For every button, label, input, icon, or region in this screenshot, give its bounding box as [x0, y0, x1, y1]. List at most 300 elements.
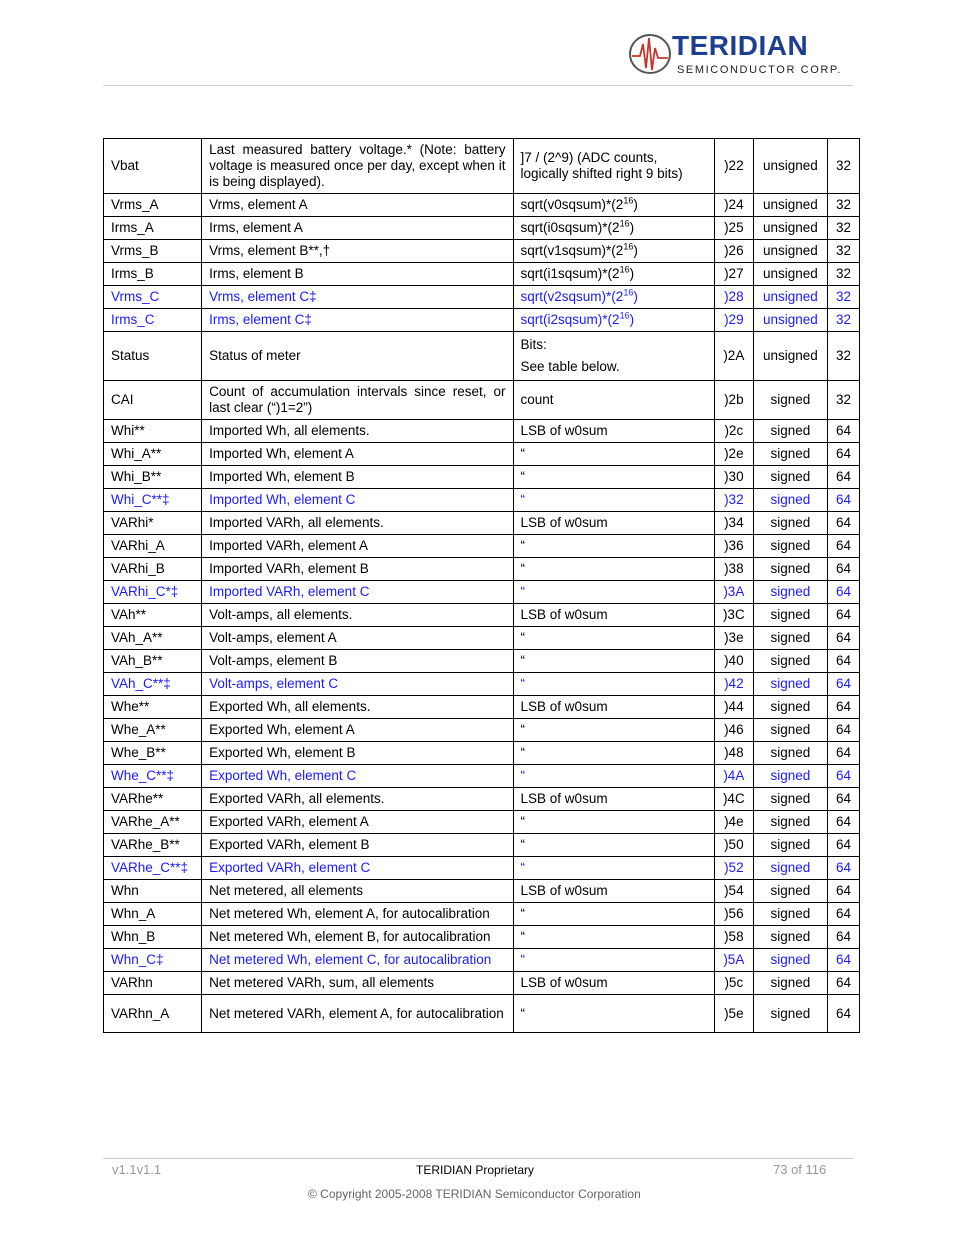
- footer-divider: [103, 1158, 853, 1159]
- register-address-cell: )25: [714, 217, 753, 240]
- table-row: [104, 926, 860, 949]
- expression-text: LSB of w0sum: [520, 791, 608, 806]
- footer-page-number: 73 of 116: [773, 1162, 827, 1177]
- register-name-cell: Whe_B**: [104, 742, 202, 765]
- expression-text: “: [520, 722, 526, 737]
- register-name-cell: Irms_A: [104, 217, 202, 240]
- expression-text: “: [520, 630, 526, 645]
- register-type-cell: signed: [753, 420, 827, 443]
- register-address-cell: )4e: [714, 811, 753, 834]
- header-divider: [103, 85, 853, 86]
- expression-text: “: [520, 469, 526, 484]
- register-name-cell: Whe_C**‡: [104, 765, 202, 788]
- register-address-cell: )56: [714, 903, 753, 926]
- register-description-cell: Volt-amps, element A: [202, 627, 513, 650]
- register-address-cell: )52: [714, 857, 753, 880]
- register-description-cell: Net metered, all elements: [202, 880, 513, 903]
- register-expression-cell: [513, 696, 714, 719]
- expression-text: “: [520, 814, 526, 829]
- register-bits-cell: 64: [827, 880, 859, 903]
- register-type-cell: signed: [753, 489, 827, 512]
- register-expression-cell: [513, 857, 714, 880]
- register-name-cell: VAh**: [104, 604, 202, 627]
- register-type-cell: signed: [753, 834, 827, 857]
- register-description-cell: Volt-amps, element B: [202, 650, 513, 673]
- register-address-cell: )5c: [714, 972, 753, 995]
- register-bits-cell: 64: [827, 466, 859, 489]
- register-type-cell: signed: [753, 719, 827, 742]
- register-expression-cell: [513, 286, 714, 309]
- register-description-cell: Imported Wh, element C: [202, 489, 513, 512]
- register-type-cell: unsigned: [753, 240, 827, 263]
- register-description-cell: Imported Wh, element B: [202, 466, 513, 489]
- register-type-cell: signed: [753, 926, 827, 949]
- register-name-cell: Whn: [104, 880, 202, 903]
- table-row: [104, 581, 860, 604]
- register-type-cell: signed: [753, 880, 827, 903]
- register-type-cell: signed: [753, 581, 827, 604]
- register-description-cell: Imported Wh, element A: [202, 443, 513, 466]
- register-expression-cell: [513, 765, 714, 788]
- register-type-cell: signed: [753, 765, 827, 788]
- register-type-cell: unsigned: [753, 194, 827, 217]
- expression-tail: ): [629, 312, 635, 327]
- register-address-cell: )3e: [714, 627, 753, 650]
- expression-text: “: [520, 768, 526, 783]
- register-bits-cell: 32: [827, 217, 859, 240]
- register-name-cell: VARhi_C*‡: [104, 581, 202, 604]
- register-description-cell: Exported VARh, all elements.: [202, 788, 513, 811]
- table-row: [104, 696, 860, 719]
- register-description-cell: Vrms, element A: [202, 194, 513, 217]
- register-bits-cell: 64: [827, 857, 859, 880]
- register-type-cell: signed: [753, 949, 827, 972]
- register-address-cell: )3C: [714, 604, 753, 627]
- table-row: [104, 263, 860, 286]
- table-row: [104, 650, 860, 673]
- table-row: [104, 880, 860, 903]
- register-expression-cell: [513, 627, 714, 650]
- expression-text: “: [520, 906, 526, 921]
- register-bits-cell: 64: [827, 489, 859, 512]
- register-expression-cell: [513, 880, 714, 903]
- register-description-cell: Imported Wh, all elements.: [202, 420, 513, 443]
- register-address-cell: )2e: [714, 443, 753, 466]
- expression-text: “: [520, 837, 526, 852]
- register-type-cell: signed: [753, 788, 827, 811]
- register-name-cell: VARhe_C**‡: [104, 857, 202, 880]
- expression-text: LSB of w0sum: [520, 975, 608, 990]
- expression-text: ]7 / (2^9) (ADC counts, logically shifted right 9 bits): [520, 150, 683, 181]
- register-type-cell: unsigned: [753, 263, 827, 286]
- register-type-cell: unsigned: [753, 332, 827, 381]
- expression-exponent: 16: [619, 264, 630, 275]
- expression-text: sqrt(v1sqsum)*(2: [520, 243, 624, 258]
- register-name-cell: Whi_A**: [104, 443, 202, 466]
- register-address-cell: )58: [714, 926, 753, 949]
- register-address-cell: )27: [714, 263, 753, 286]
- register-type-cell: signed: [753, 673, 827, 696]
- register-name-cell: VAh_A**: [104, 627, 202, 650]
- register-name-cell: Vbat: [104, 139, 202, 194]
- register-expression-cell: [513, 381, 714, 420]
- expression-text: LSB of w0sum: [520, 423, 608, 438]
- register-name-cell: VARhe_B**: [104, 834, 202, 857]
- expression-text: “: [520, 446, 526, 461]
- register-address-cell: )46: [714, 719, 753, 742]
- register-expression-cell: [513, 742, 714, 765]
- register-name-cell: VARhn_A: [104, 995, 202, 1033]
- register-address-cell: )5A: [714, 949, 753, 972]
- register-expression-cell: [513, 995, 714, 1033]
- register-bits-cell: 64: [827, 788, 859, 811]
- expression-tail: ): [629, 220, 635, 235]
- register-name-cell: Whi_B**: [104, 466, 202, 489]
- register-type-cell: signed: [753, 696, 827, 719]
- register-description-cell: Net metered Wh, element C, for autocalibration: [202, 949, 513, 972]
- register-table-body: [104, 139, 860, 1033]
- register-description-cell: Exported VARh, element A: [202, 811, 513, 834]
- expression-text: “: [520, 745, 526, 760]
- register-bits-cell: 64: [827, 558, 859, 581]
- register-name-cell: Irms_C: [104, 309, 202, 332]
- register-name-cell: Irms_B: [104, 263, 202, 286]
- register-name-cell: Whe**: [104, 696, 202, 719]
- register-expression-cell: [513, 309, 714, 332]
- register-expression-cell: [513, 673, 714, 696]
- table-row: [104, 604, 860, 627]
- table-row: [104, 857, 860, 880]
- register-name-cell: Whe_A**: [104, 719, 202, 742]
- register-expression-cell: [513, 217, 714, 240]
- table-row: [104, 309, 860, 332]
- register-address-cell: )24: [714, 194, 753, 217]
- register-expression-cell: [513, 604, 714, 627]
- register-bits-cell: 64: [827, 719, 859, 742]
- expression-text: “: [520, 653, 526, 668]
- register-type-cell: signed: [753, 443, 827, 466]
- register-expression-cell: [513, 466, 714, 489]
- register-expression-cell: [513, 263, 714, 286]
- register-name-cell: VARhe**: [104, 788, 202, 811]
- register-expression-cell: [513, 194, 714, 217]
- register-type-cell: signed: [753, 627, 827, 650]
- table-row: [104, 742, 860, 765]
- table-row: [104, 489, 860, 512]
- expression-text: “: [520, 952, 526, 967]
- register-type-cell: signed: [753, 857, 827, 880]
- table-row: [104, 949, 860, 972]
- register-bits-cell: 64: [827, 696, 859, 719]
- register-description-cell: Exported Wh, element A: [202, 719, 513, 742]
- register-expression-cell: [513, 926, 714, 949]
- expression-text: sqrt(i0sqsum)*(2: [520, 220, 620, 235]
- expression-exponent: 16: [623, 287, 634, 298]
- register-bits-cell: 64: [827, 949, 859, 972]
- register-description-cell: Exported VARh, element B: [202, 834, 513, 857]
- expression-text: count: [520, 392, 554, 407]
- register-name-cell: VARhi_B: [104, 558, 202, 581]
- register-address-cell: )3A: [714, 581, 753, 604]
- expression-text: “: [520, 538, 526, 553]
- register-bits-cell: 64: [827, 581, 859, 604]
- register-expression-cell: [513, 788, 714, 811]
- register-address-cell: )44: [714, 696, 753, 719]
- register-address-cell: )2A: [714, 332, 753, 381]
- register-description-cell: Vrms, element B**,†: [202, 240, 513, 263]
- register-name-cell: Vrms_A: [104, 194, 202, 217]
- register-table: [103, 138, 860, 1033]
- table-row: [104, 788, 860, 811]
- register-type-cell: unsigned: [753, 309, 827, 332]
- register-type-cell: signed: [753, 972, 827, 995]
- register-address-cell: )36: [714, 535, 753, 558]
- register-name-cell: VARhi*: [104, 512, 202, 535]
- register-type-cell: signed: [753, 604, 827, 627]
- register-type-cell: signed: [753, 742, 827, 765]
- register-address-cell: )54: [714, 880, 753, 903]
- expression-exponent: 16: [623, 241, 634, 252]
- expression-tail: ): [629, 266, 635, 281]
- expression-exponent: 16: [619, 310, 630, 321]
- register-description-cell: Imported VARh, all elements.: [202, 512, 513, 535]
- register-description-cell: Volt-amps, element C: [202, 673, 513, 696]
- register-address-cell: )32: [714, 489, 753, 512]
- register-address-cell: )2b: [714, 381, 753, 420]
- register-expression-cell: [513, 834, 714, 857]
- register-description-cell: Volt-amps, all elements.: [202, 604, 513, 627]
- register-type-cell: unsigned: [753, 139, 827, 194]
- table-row: [104, 765, 860, 788]
- expression-exponent: 16: [623, 195, 634, 206]
- register-expression-cell: [513, 443, 714, 466]
- table-row: [104, 381, 860, 420]
- register-bits-cell: 32: [827, 332, 859, 381]
- register-address-cell: )38: [714, 558, 753, 581]
- register-expression-cell: [513, 332, 714, 381]
- register-bits-cell: 64: [827, 972, 859, 995]
- table-row: [104, 627, 860, 650]
- table-row: [104, 995, 860, 1033]
- register-address-cell: )34: [714, 512, 753, 535]
- expression-text: sqrt(v0sqsum)*(2: [520, 197, 624, 212]
- table-row: [104, 194, 860, 217]
- expression-text: “: [520, 561, 526, 576]
- register-expression-cell: [513, 719, 714, 742]
- register-name-cell: Whi**: [104, 420, 202, 443]
- register-bits-cell: 64: [827, 443, 859, 466]
- expression-text: “: [520, 492, 526, 507]
- register-description-cell: Net metered Wh, element A, for autocalibration: [202, 903, 513, 926]
- expression-text: “: [520, 584, 526, 599]
- table-row: [104, 972, 860, 995]
- register-description-cell: Irms, element C‡: [202, 309, 513, 332]
- register-type-cell: signed: [753, 995, 827, 1033]
- register-address-cell: )42: [714, 673, 753, 696]
- register-bits-cell: 64: [827, 512, 859, 535]
- register-bits-cell: 64: [827, 742, 859, 765]
- register-bits-cell: 32: [827, 309, 859, 332]
- register-type-cell: signed: [753, 535, 827, 558]
- register-address-cell: )26: [714, 240, 753, 263]
- register-bits-cell: 64: [827, 765, 859, 788]
- table-row: [104, 903, 860, 926]
- register-type-cell: signed: [753, 903, 827, 926]
- register-type-cell: unsigned: [753, 217, 827, 240]
- register-type-cell: unsigned: [753, 286, 827, 309]
- register-description-cell: Imported VARh, element A: [202, 535, 513, 558]
- register-name-cell: CAI: [104, 381, 202, 420]
- register-bits-cell: 64: [827, 604, 859, 627]
- register-expression-cell: [513, 489, 714, 512]
- expression-tail: ): [633, 197, 638, 212]
- register-name-cell: VARhe_A**: [104, 811, 202, 834]
- table-row: [104, 834, 860, 857]
- register-description-cell: Last measured battery voltage.* (Note: battery voltage is measured once per day, except when it is being displayed).: [202, 139, 513, 194]
- register-type-cell: signed: [753, 558, 827, 581]
- expression-text: LSB of w0sum: [520, 883, 608, 898]
- register-address-cell: )5e: [714, 995, 753, 1033]
- register-name-cell: Whn_A: [104, 903, 202, 926]
- table-row: [104, 811, 860, 834]
- table-row: [104, 286, 860, 309]
- expression-text: sqrt(i2sqsum)*(2: [520, 312, 620, 327]
- register-type-cell: signed: [753, 466, 827, 489]
- register-bits-cell: 64: [827, 834, 859, 857]
- register-address-cell: )40: [714, 650, 753, 673]
- register-description-cell: Status of meter: [202, 332, 513, 381]
- logo-subtext: SEMICONDUCTOR CORP.: [677, 64, 843, 76]
- register-name-cell: Vrms_C: [104, 286, 202, 309]
- register-description-cell: Net metered VARh, sum, all elements: [202, 972, 513, 995]
- expression-text: “: [520, 929, 526, 944]
- register-bits-cell: 64: [827, 903, 859, 926]
- expression-text: Bits:: [520, 337, 547, 352]
- register-expression-cell: [513, 903, 714, 926]
- register-bits-cell: 32: [827, 381, 859, 420]
- expression-text: sqrt(v2sqsum)*(2: [520, 289, 624, 304]
- register-description-cell: Net metered Wh, element B, for autocalibration: [202, 926, 513, 949]
- register-name-cell: Status: [104, 332, 202, 381]
- register-expression-cell: [513, 650, 714, 673]
- expression-tail: ): [633, 243, 638, 258]
- register-bits-cell: 64: [827, 811, 859, 834]
- register-address-cell: )4A: [714, 765, 753, 788]
- register-description-cell: Vrms, element C‡: [202, 286, 513, 309]
- register-name-cell: VARhn: [104, 972, 202, 995]
- register-bits-cell: 64: [827, 420, 859, 443]
- register-description-cell: Irms, element B: [202, 263, 513, 286]
- register-expression-cell: [513, 558, 714, 581]
- register-description-cell: Exported Wh, element B: [202, 742, 513, 765]
- footer-version: v1.1v1.1: [112, 1162, 162, 1177]
- register-description-cell: Imported VARh, element B: [202, 558, 513, 581]
- register-expression-cell: [513, 949, 714, 972]
- register-address-cell: )50: [714, 834, 753, 857]
- table-row: [104, 443, 860, 466]
- register-address-cell: )29: [714, 309, 753, 332]
- table-row: [104, 512, 860, 535]
- register-bits-cell: 32: [827, 194, 859, 217]
- register-bits-cell: 64: [827, 650, 859, 673]
- register-description-cell: Irms, element A: [202, 217, 513, 240]
- register-description-cell: Count of accumulation intervals since reset, or last clear (“)1=2”): [202, 381, 513, 420]
- table-row: [104, 420, 860, 443]
- register-expression-cell: [513, 811, 714, 834]
- register-bits-cell: 32: [827, 263, 859, 286]
- expression-text-line2: See table below.: [520, 359, 620, 374]
- expression-text: LSB of w0sum: [520, 515, 608, 530]
- register-bits-cell: 64: [827, 627, 859, 650]
- register-name-cell: VARhi_A: [104, 535, 202, 558]
- register-bits-cell: 32: [827, 240, 859, 263]
- footer-copyright: © Copyright 2005-2008 TERIDIAN Semiconductor Corporation: [308, 1187, 641, 1201]
- expression-text: LSB of w0sum: [520, 607, 608, 622]
- register-address-cell: )22: [714, 139, 753, 194]
- register-name-cell: Whn_C‡: [104, 949, 202, 972]
- register-expression-cell: [513, 139, 714, 194]
- register-type-cell: signed: [753, 650, 827, 673]
- register-name-cell: Whn_B: [104, 926, 202, 949]
- expression-text: sqrt(i1sqsum)*(2: [520, 266, 620, 281]
- footer-proprietary: TERIDIAN Proprietary: [416, 1163, 535, 1177]
- register-address-cell: )2c: [714, 420, 753, 443]
- register-bits-cell: 64: [827, 995, 859, 1033]
- register-bits-cell: 64: [827, 535, 859, 558]
- register-name-cell: Whi_C**‡: [104, 489, 202, 512]
- logo-text: TERIDIAN: [672, 30, 809, 61]
- register-expression-cell: [513, 535, 714, 558]
- table-row: [104, 535, 860, 558]
- register-address-cell: )48: [714, 742, 753, 765]
- register-bits-cell: 32: [827, 286, 859, 309]
- register-address-cell: )30: [714, 466, 753, 489]
- register-description-cell: Exported VARh, element C: [202, 857, 513, 880]
- register-type-cell: signed: [753, 811, 827, 834]
- register-description-cell: Imported VARh, element C: [202, 581, 513, 604]
- register-bits-cell: 64: [827, 926, 859, 949]
- expression-tail: ): [633, 289, 638, 304]
- table-row: [104, 217, 860, 240]
- table-row: [104, 719, 860, 742]
- register-name-cell: VAh_C**‡: [104, 673, 202, 696]
- table-row: [104, 332, 860, 381]
- table-row: [104, 240, 860, 263]
- expression-text: LSB of w0sum: [520, 699, 608, 714]
- expression-exponent: 16: [619, 218, 630, 229]
- register-description-cell: Exported Wh, element C: [202, 765, 513, 788]
- register-expression-cell: [513, 972, 714, 995]
- expression-text: “: [520, 676, 526, 691]
- register-expression-cell: [513, 420, 714, 443]
- register-expression-cell: [513, 581, 714, 604]
- register-expression-cell: [513, 512, 714, 535]
- register-address-cell: )28: [714, 286, 753, 309]
- register-type-cell: signed: [753, 381, 827, 420]
- table-row: [104, 466, 860, 489]
- register-bits-cell: 32: [827, 139, 859, 194]
- register-name-cell: VAh_B**: [104, 650, 202, 673]
- register-description-cell: Exported Wh, all elements.: [202, 696, 513, 719]
- expression-text: “: [520, 860, 526, 875]
- register-description-cell: Net metered VARh, element A, for autocalibration: [202, 995, 513, 1033]
- table-row: [104, 139, 860, 194]
- register-type-cell: signed: [753, 512, 827, 535]
- register-expression-cell: [513, 240, 714, 263]
- register-name-cell: Vrms_B: [104, 240, 202, 263]
- expression-text: “: [520, 1005, 526, 1021]
- register-address-cell: )4C: [714, 788, 753, 811]
